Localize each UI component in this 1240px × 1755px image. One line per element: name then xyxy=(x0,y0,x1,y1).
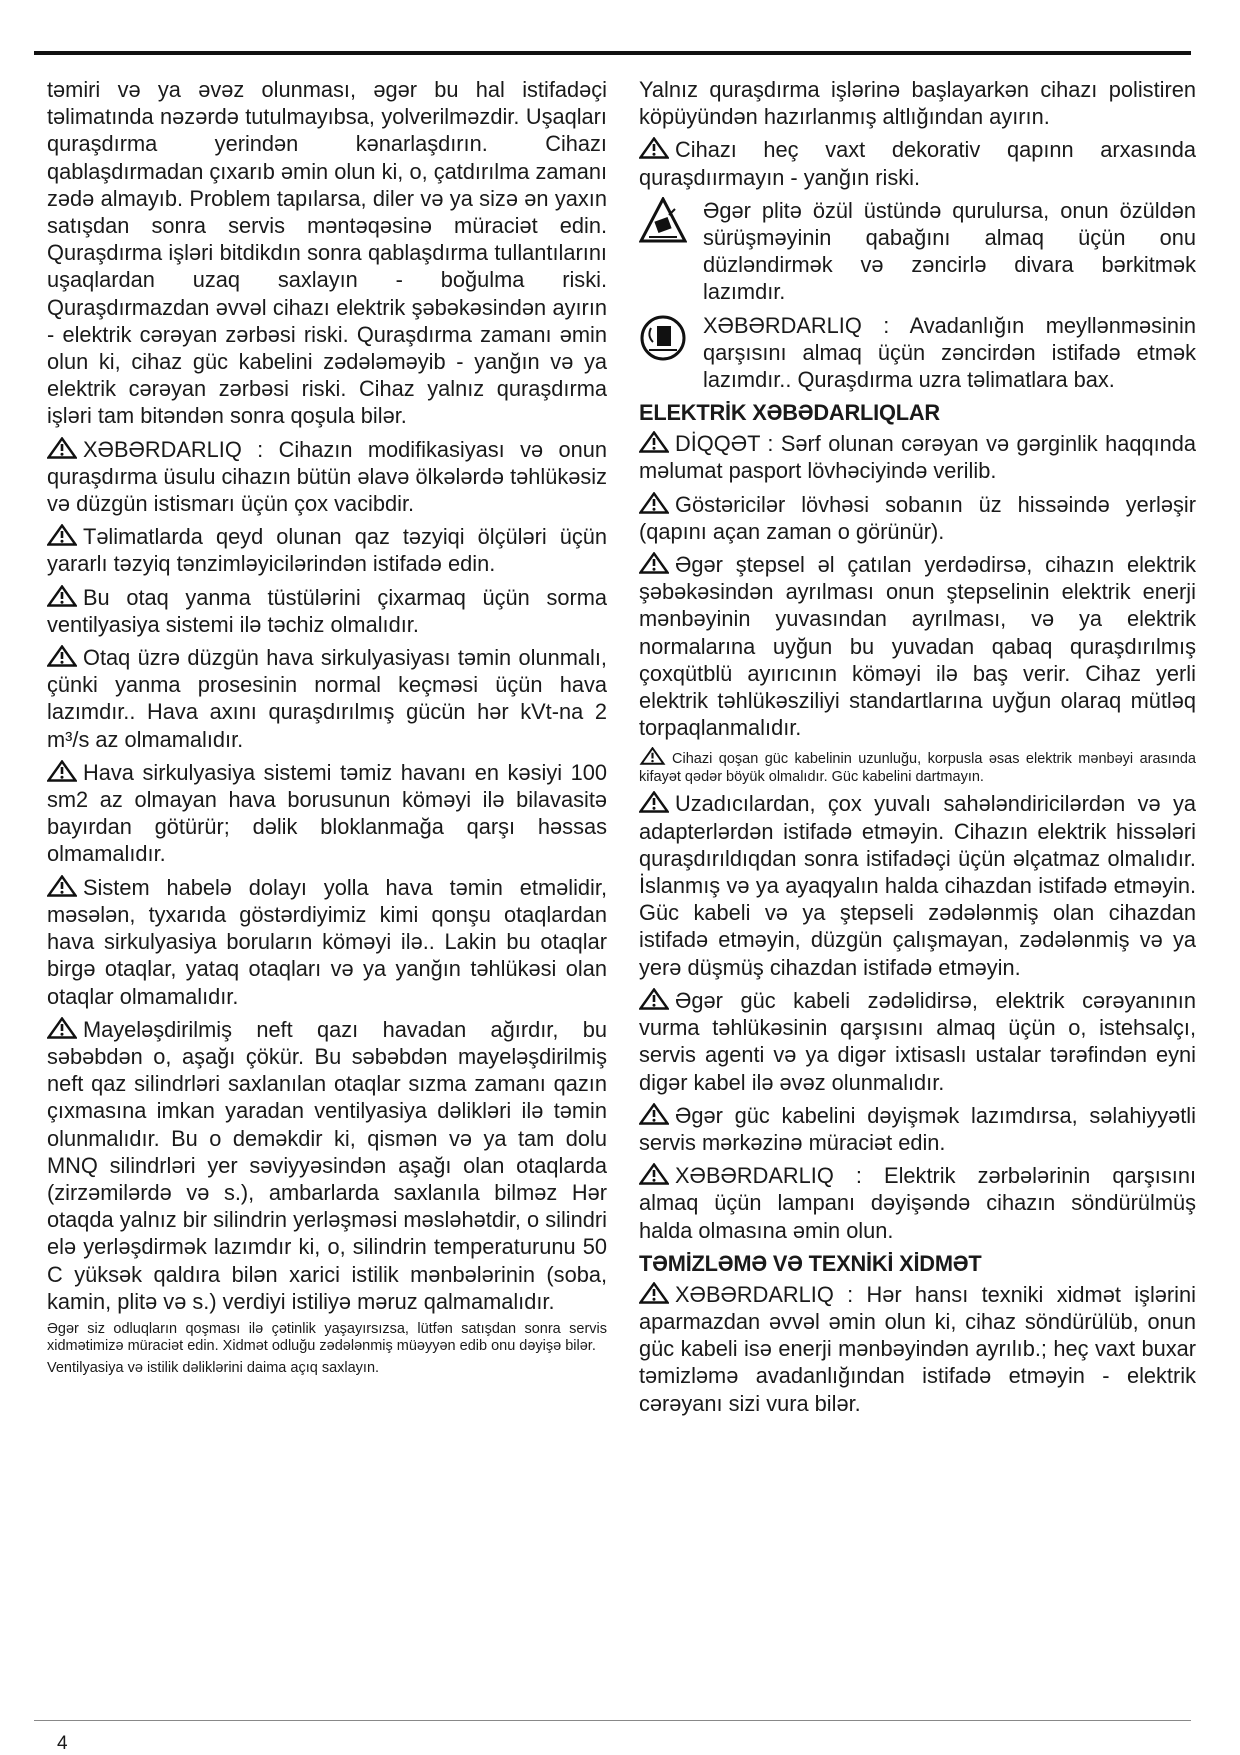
warning-paragraph xyxy=(47,1016,607,1315)
paragraph-text: DİQQƏT : Sərf olunan cərəyan və gərginlik haqqında məlumat pasport lövhəciyində verilib. xyxy=(639,431,1196,484)
pictogram-item xyxy=(639,197,1196,306)
warning-paragraph xyxy=(639,1162,1196,1244)
paragraph-text: Əgər siz odluqların qoşması ilə çətinlik yaşayırsızsa, lütfən satışdan sonra servis xidmətimizə müraciət edin. Xidmət odluğu zədələnmiş müəyyən edib onu dəyişə bilər. xyxy=(47,1320,607,1355)
warning-icon xyxy=(639,988,669,1010)
paragraph xyxy=(47,1360,607,1378)
warning-paragraph xyxy=(639,790,1196,980)
warning-icon xyxy=(47,875,77,897)
warning-icon xyxy=(47,1017,77,1039)
paragraph-text: Bu otaq yanma tüstülərini çixarmaq üçün sorma ventilyasiya sistemi ilə təchiz olmalıdır. xyxy=(47,584,607,637)
electric-warnings-heading: ELEKTRİK XƏBƏDARLIQLAR xyxy=(639,400,940,426)
paragraph-text: XƏBƏRDARLIQ : Hər hansı texniki xidmət işlərini aparmazdan əvvəl əmin olun ki, cihaz söndürülüb, onun güc kabeli isə enerji mənbəyindən ayrılıb.; heç vaxt buxar təmizləmə avadanlığından istifadə etməyin - elektrik cərəyanı sizi vura bilər. xyxy=(639,1281,1196,1416)
right-intro-section xyxy=(639,76,1196,191)
warning-paragraph xyxy=(639,430,1196,484)
paragraph xyxy=(47,76,607,430)
warning-paragraph xyxy=(639,987,1196,1096)
warning-icon xyxy=(639,1282,669,1304)
maintenance-heading: TƏMİZLƏMƏ VƏ TEXNİKİ XİDMƏT xyxy=(639,1250,982,1276)
paragraph-text: Təlimatlarda qeyd olunan qaz təzyiqi ölçüləri üçün yararlı təzyiq tənzimləyicilərindən istifadə edin. xyxy=(47,524,607,577)
warning-paragraph xyxy=(47,523,607,577)
warning-icon xyxy=(47,760,77,782)
paragraph-text: təmiri və ya əvəz olunması, əgər bu hal istifadəçi təlimatında nəzərdə tutulmayıbsa, yolverilməzdir. Uşaqları quraşdırma yerindən kənarlaşdırın. Cihazı qablaşdırmadan çıxarıb əmin olun ki, o, çatdırılma zamanı zədə almayıb. Problem tapılarsa, diler və ya sizə ən yaxın satışdan sonra servis məntəqəsinə müraciət edin. Quraşdırma işləri bitdikdın sonra qablaşdırma tullantılarını uşaqlardan uzaq saxlayın - boğulma riski. Quraşdırmazdan əvvəl cihazı elektrik şəbəkəsindən ayırın - elektrik cərəyan zərbəsi riski. Quraşdırma zamanı əmin olun ki, cihaz güc kabelini zədələməyib - yanğın və ya elektrik cərəyan zərbəsi riski. Cihaz yalnız quraşdırma işləri tam bitəndən sonra qoşula bilər. xyxy=(47,77,607,429)
pictogram-section xyxy=(639,197,1196,393)
warning-icon xyxy=(47,437,77,459)
paragraph-text: Yalnız quraşdırma işlərinə başlayarkən cihazı polistiren köpüyündən hazırlanmış altlığından ayırın. xyxy=(639,77,1196,130)
warning-icon xyxy=(47,524,77,546)
paragraph-text: XƏBƏRDARLIQ : Elektrik zərbələrinin qarşısını almaq üçün lampanı dəyişəndə cihazın söndürülmüş halda olmasına əmin olun. xyxy=(639,1163,1196,1243)
paragraph xyxy=(639,76,1196,130)
warning-paragraph xyxy=(47,436,607,518)
paragraph-text: Hava sirkulyasiya sistemi təmiz havanı en kəsiyi 100 sm2 az olmayan hava borusunun köməyi ilə bilavasitə bayırdan götürür; dəlik bloklanmağa qarşı həssas olmamalıdır. xyxy=(47,759,607,867)
warning-icon xyxy=(639,431,669,453)
paragraph-text: XƏBƏRDARLIQ : Cihazın modifikasiyası və onun quraşdırma üsulu cihazın bütün əlavə ölkələrdə təhlükəsiz və düzgün istismarı üçün çox vacibdir. xyxy=(47,436,607,517)
paragraph-text: Sistem habelə dolayı yolla hava təmin etməlidir, məsələn, tyxarıda göstərdiyimiz kimi qonşu otaqlardan hava sirkulyasiya boruların köməyi ilə.. Lakin bu otaqlar birgə otaqlar, yataq otaqları və ya yanğın təhlükəsi olan otaqlar olmamalıdır. xyxy=(47,874,607,1009)
warning-paragraph xyxy=(639,1102,1196,1156)
maintenance-section xyxy=(639,1281,1196,1417)
left-column xyxy=(47,76,607,1381)
warning-paragraph xyxy=(639,551,1196,741)
tip-over-warning-icon xyxy=(639,197,687,249)
paragraph-text: Ventilyasiya və istilik dəliklərini daima açıq saxlayın. xyxy=(47,1359,380,1376)
warning-icon xyxy=(47,585,77,607)
warning-icon xyxy=(639,1103,669,1125)
paragraph-text: Uzadıcılardan, çox yuvalı sahələndiricilərdən və ya adapterlərdən istifadə etməyin. Cihazın elektrik hissələri quraşdırıldıqdan sonra istifadəçi üçün əlçatmaz olmalıdır. İslanmış və ya ayaqyalın halda cihazdan istifadə etməyin. Güc kabeli və ya ştepseli zədələnmiş olan cihazdan istifadə etməyin, düzgün çalışmayan, zədələnmiş və ya yerə düşmüş cihazdan istifadə etməyin. xyxy=(639,791,1196,980)
paragraph-text: Əgər güc kabelini dəyişmək lazımdırsa, səlahiyyətli servis mərkəzinə müraciət edin. xyxy=(639,1102,1196,1155)
paragraph xyxy=(47,1321,607,1356)
paragraph-text: Əgər güc kabeli zədəlidirsə, elektrik cərəyanının vurma təhlükəsinin qarşısını almaq üçün o, istehsalçı, servis agenti və ya digər ixtisaslı ustalar tərəfindən eyni digər kabel ilə əvəz olunmalıdır. xyxy=(639,987,1196,1095)
header-rule xyxy=(34,51,1191,55)
warning-icon xyxy=(639,552,669,574)
footer-rule xyxy=(34,1720,1191,1721)
warning-paragraph xyxy=(639,136,1196,190)
pictogram-text: Əgər plitə özül üstündə qurulursa, onun özüldən sürüşməyinin qabağını almaq üçün onu düzləndirmək və zəncirlə divara bərkitmək lazımdır. xyxy=(703,197,1196,305)
anti-tilt-chain-icon xyxy=(639,312,687,364)
pictogram-item xyxy=(639,312,1196,394)
warning-icon xyxy=(639,137,669,159)
warning-paragraph xyxy=(639,747,1196,786)
paragraph-text: Göstəricilər lövhəsi sobanın üz hissəində yerləşir (qapını açan zaman o görünür). xyxy=(639,491,1196,544)
pictogram-text: XƏBƏRDARLIQ : Avadanlığın meyllənməsinin qarşısını almaq üçün zəncirdən istifadə etmək lazımdır.. Quraşdırma uzra təlimatlara bax. xyxy=(703,312,1196,393)
warning-paragraph xyxy=(47,874,607,1010)
paragraph-text: Cihazı heç vaxt dekorativ qapınn arxasında quraşdıırmayın - yanğın riski. xyxy=(639,137,1196,190)
right-column xyxy=(639,76,1196,1423)
warning-paragraph xyxy=(47,759,607,868)
warning-paragraph xyxy=(47,584,607,638)
warning-icon xyxy=(639,747,666,765)
warning-paragraph xyxy=(639,1281,1196,1417)
warning-icon xyxy=(47,645,77,667)
warning-icon xyxy=(639,1163,669,1185)
paragraph-text: Mayeləşdirilmiş neft qazı havadan ağırdır, bu səbəbdən o, aşağı çökür. Bu səbəbdən mayeləşdirilmiş neft qaz silindrləri saxlanılan otaqlar sızma zamanı qazın çıxmasına imkan yaradan ventilyasiya dəlikləri ilə təmin olunmalıdır. Bu o deməkdir ki, qismən və ya tam dolu MNQ silindrləri yer səviyyəsindən aşağı olan otaqlarda (zirzəmilərdə və s.), ambarlarda saxlanıla bilməz Hər otaqda yalnız bir silindrin yerləşməsi məsləhətdir, o silindri elə yerləşdirmək lazımdır ki, o, silindrin temperaturunu 50 C yüksək qaldıra bilən xarici istilik mənbələrinin (soba, kamin, plitə və s.) verdiyi istiliyə məruz qalmamalıdır. xyxy=(47,1016,607,1314)
paragraph-text: Əgər ştepsel əl çatılan yerdədirsə, cihazın elektrik şəbəkəsindən ayrılması onun ştepselinin elektrik enerji mənbəyinin yuvasından ayrılması, və ya elektrik normalarına uyğun bu yuvadan qabaq quraşdırılmış çoxqütblü ayırıcının köməyi ilə baş verir. Cihaz yerli elektrik təhlükəsziliyi standartlarına uyğun olaraq mütləq torpaqlanmalıdır. xyxy=(639,552,1196,741)
paragraph-text: Otaq üzrə düzgün hava sirkulyasiyası təmin olunmalı, çünki yanma prosesinin normal keçməsi üçün hava lazımdır.. Hava axını quraşdırılmış gücün hər kVt-na 2 m³/s az olmamalıdır. xyxy=(47,645,607,752)
electric-warnings-section xyxy=(639,430,1196,1243)
page-number: 4 xyxy=(57,1733,68,1754)
warning-paragraph xyxy=(47,644,607,753)
paragraph-text: Cihazi qoşan güc kabelinin uzunluğu, korpusla əsas elektrik mənbəyi arasında kifayət qədər böyük olmalıdır. Güc kabelini dartmayın. xyxy=(639,751,1196,785)
warning-icon xyxy=(639,492,669,514)
warning-icon xyxy=(639,791,669,813)
warning-paragraph xyxy=(639,491,1196,545)
